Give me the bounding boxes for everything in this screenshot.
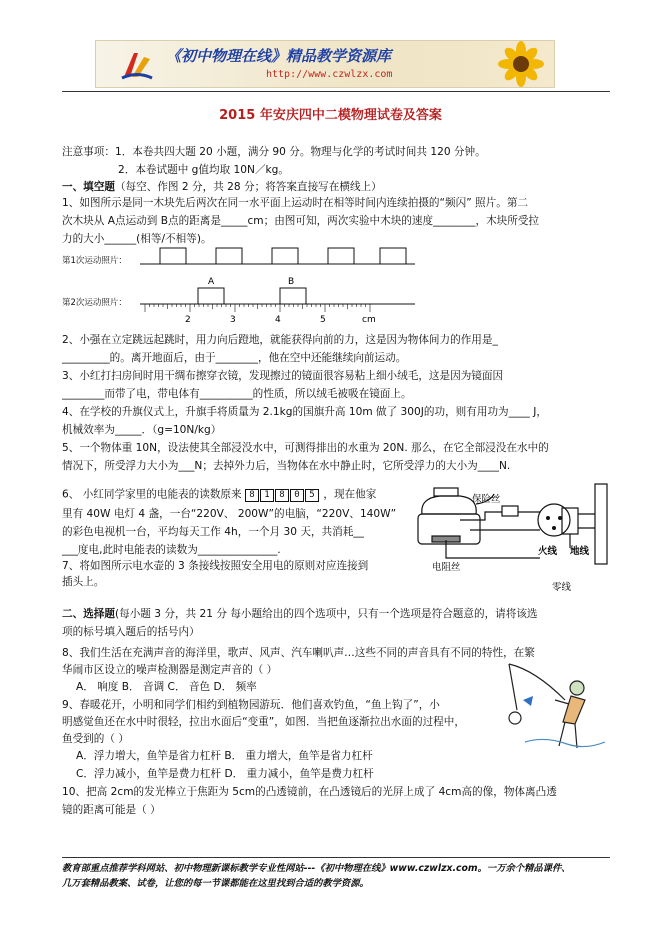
q6-line4: ___度电,此时电能表的读数为_______________.	[62, 544, 281, 556]
q1-line3: 力的大小______(相等/不相等)。	[62, 233, 212, 245]
footer-line2: 几万套精品教案、试卷，让您的每一节课都能在这里找到合适的教学资源。	[62, 878, 369, 889]
q1-line2: 次木块从 A点运动到 B点的距离是_____cm；由图可知，两次实验中木块的速度________，木块所受拉	[62, 215, 540, 227]
ground-wire-label: 地线	[570, 546, 590, 557]
q5-line2: 情况下，所受浮力大小为___N；去掉外力后，当物体在水中静止时，它所受浮力的大小为____N.	[62, 460, 511, 472]
fig1-label-2: 第2次运动照片：	[62, 298, 127, 308]
q7-line1: 7、将如图所示电水壶的 3 条接线按照安全用电的原则对应连接到	[62, 560, 369, 572]
site-logo-icon	[120, 47, 154, 81]
banner-title: 《初中物理在线》精品教学资源库	[166, 47, 392, 65]
q3-line2: ________而带了电，带电体有__________的性质，所以绒毛被吸在镜面上。	[62, 388, 412, 400]
footer-line1: 教育部重点推荐学科网站、初中物理新课标教学专业性网站---《初中物理在线》www.czwlzx.com。一万余个精品课件、	[62, 863, 571, 874]
section2-heading-line2: 项的标号填入题后的括号内）	[62, 626, 200, 638]
fishing-illustration	[495, 660, 610, 755]
note-2: 2．本卷试题中 g值均取 10N／kg。	[118, 164, 289, 176]
q9-line1: 9、春暖花开，小明和同学们相约到植物园游玩．他们喜欢钓鱼，“鱼上钩了”，小	[62, 699, 440, 711]
q8-line1: 8、我们生活在充满声音的海洋里，歌声、风声、汽车喇叭声…这些不同的声音具有不同的特性，在繁	[62, 647, 535, 659]
q9-options-2: C．浮力减小，鱼竿是费力杠杆 D． 重力减小，鱼竿是费力杠杆	[76, 768, 374, 780]
section2-heading-label: 二、选择题	[62, 608, 115, 620]
q9-line3: 鱼受到的（ ）	[62, 733, 129, 745]
q3-line1: 3、小红打扫房间时用干绸布擦穿衣镜，发现擦过的镜面很容易粘上细小绒毛，这是因为镜面因	[62, 370, 504, 382]
q4-line2: 机械效率为_____．（g=10N/kg）	[62, 424, 222, 436]
q7-line2: 插头上。	[62, 576, 105, 588]
q6-cont: ，现在他家	[323, 488, 377, 501]
fig1-unit: cm	[362, 315, 376, 325]
q9-options-1: A．浮力增大，鱼竿是省力杠杆 B． 重力增大，鱼竿是省力杠杆	[76, 750, 373, 762]
meter-digit: 1	[260, 489, 274, 502]
q6-line2: 里有 40W 电灯 4 盏，一台“220V、 200W”的电脑，“220V、140W”	[62, 508, 397, 520]
meter-digit: 5	[305, 489, 319, 502]
live-wire-label: 火线	[538, 546, 558, 557]
sunflower-icon	[488, 41, 554, 87]
q10-line1: 10、把高 2cm的发光棒立于焦距为 5cm的凸透镜前，在凸透镜后的光屏上成了 4cm高的像，物体离凸透	[62, 786, 557, 798]
banner-url[interactable]: http://www.czwlzx.com	[266, 69, 393, 80]
fig1-tick-5: 5	[320, 315, 326, 325]
fig1-tick-4: 4	[275, 315, 281, 325]
fig1-photo-diagram	[140, 244, 420, 326]
section1-heading-rest: （每空、作图 2 分，共 28 分；将答案直接写在横线上）	[114, 181, 382, 193]
q8-options: A． 响度 B． 音调 C． 音色 D． 频率	[76, 681, 257, 693]
meter-digit: 8	[275, 489, 289, 502]
page-title: 2015 年安庆四中二模物理试卷及答案	[219, 108, 442, 123]
header-banner	[95, 40, 555, 88]
fig1-label-a: A	[208, 277, 215, 287]
footer-rule	[62, 857, 610, 858]
q8-line2: 华闹市区设立的噪声检测器是测定声音的（ ）	[62, 664, 278, 676]
neutral-wire-label: 零线	[552, 582, 572, 593]
q10-line2: 镜的距离可能是（ ）	[62, 804, 161, 816]
fig1-label-1: 第1次运动照片：	[62, 256, 127, 266]
fig1-label-b: B	[288, 277, 295, 287]
header-rule	[62, 91, 610, 92]
note-1: 注意事项：1．本卷共四大题 20 小题，满分 90 分。物理与化学的考试时间共 120 分钟。	[62, 146, 486, 158]
meter-digit: 0	[290, 489, 304, 502]
q2-line1: 2、小强在立定跳远起跳时，用力向后蹬地，就能获得向前的力，这是因为物体间力的作用是_	[62, 334, 498, 346]
q9-line2: 明感觉鱼还在水中时很轻，拉出水面后“变重”，如图．当把鱼逐渐拉出水面的过程中，	[62, 716, 465, 728]
q5-line1: 5、一个物体重 10N，设法使其全部浸没水中，可测得排出的水重为 20N. 那么，在它全部浸没在水中的	[62, 442, 549, 454]
q6-intro: 6、 小红同学家里的电能表的读数原来	[62, 488, 242, 501]
section2-heading	[62, 607, 610, 621]
fuse-label: 保险丝	[472, 494, 501, 505]
meter-reading	[245, 487, 320, 502]
meter-digit: 8	[245, 489, 259, 502]
q6-line3: 的彩色电视机一台，平均每天工作 4h，一个月 30 天，共消耗__	[62, 526, 364, 538]
resistor-label: 电阻丝	[432, 562, 461, 573]
fig1-tick-3: 3	[230, 315, 236, 325]
q1-line1: 1、如图所示是同一木块先后两次在同一水平面上运动时在相等时间内连续拍摄的“频闪” 照片。第二	[62, 197, 529, 209]
section1-heading-label: 一、填空题	[62, 181, 115, 193]
q4-line1: 4、在学校的升旗仪式上，升旗手将质量为 2.1kg的国旗升高 10m 做了 300J的功，则有用功为____ J，	[62, 406, 547, 418]
section2-heading-rest: (每小题 3 分，共 21 分 每小题给出的四个选项中，只有一个选项是符合题意的，请将该选	[114, 608, 538, 620]
fig1-tick-2: 2	[185, 315, 191, 325]
kettle-wiring-diagram	[410, 478, 610, 596]
q2-line2: _________的。离开地面后，由于________，他在空中还能继续向前运动。	[62, 352, 407, 364]
section1-heading	[62, 180, 610, 194]
